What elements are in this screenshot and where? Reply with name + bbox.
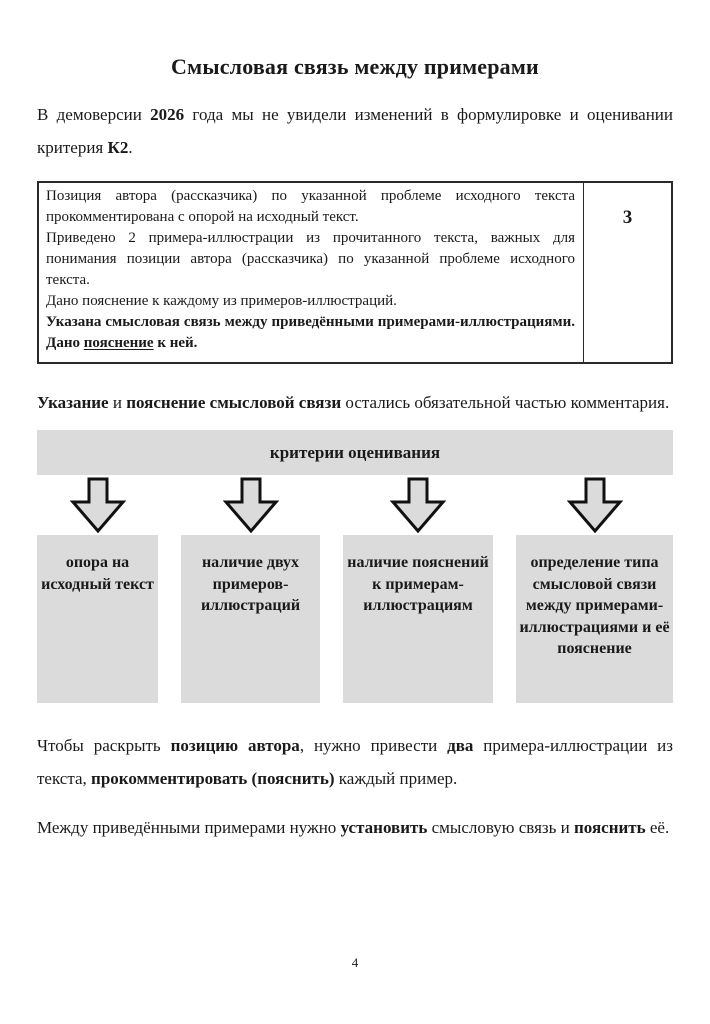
criteria-paragraph-1: Позиция автора (рассказчика) по указанной проблеме исходного текста прокомментирована с опорой на исходный текст. [46,188,575,225]
down-arrow-icon [390,477,446,533]
summary-paragraph-2: Между приведёнными примерами нужно установить смысловую связь и пояснить её. [37,818,670,837]
diagram-columns [37,477,673,703]
down-arrow-icon [223,477,279,533]
criteria-paragraph-2: Приведено 2 примера-иллюстрации из прочитанного текста, важных для понимания позиции автора (рассказчика) по указанной проблеме исходного текста. [46,230,575,288]
down-arrow-icon [567,477,623,533]
criteria-score-cell [584,182,673,363]
criterion-box-source-text: опора на исходный текст [37,535,158,703]
page-number: 4 [351,955,359,970]
criteria-paragraph-4: Указана смысловая связь между приведёнными примерами-иллюстрациями. Дано пояснение к ней. [46,314,575,351]
score-value: 3 [622,207,633,228]
intro-paragraph: В демоверсии 2026 года мы не увидели изменений в формулировке и оценивании критерия К2. [37,105,673,157]
page-title: Смысловая связь между примерами [171,54,539,79]
criteria-table-row [38,182,672,363]
criteria-paragraph-3: Дано пояснение к каждому из примеров-иллюстраций. [46,293,397,309]
diagram-column-2 [181,477,320,703]
criteria-description-cell [38,182,584,363]
criterion-box-explanations: наличие пояснений к примерам-иллюстрациям [343,535,493,703]
diagram-column-1 [37,477,158,703]
diagram-column-3 [343,477,493,703]
criteria-table [37,181,673,364]
criterion-box-two-examples: наличие двух примеров-иллюстраций [181,535,320,703]
down-arrow-icon [70,477,126,533]
summary-paragraph-1: Чтобы раскрыть позицию автора, нужно привести два примера-иллюстрации из текста, прокомментировать (пояснить) каждый пример. [37,736,673,788]
criterion-box-connection-type: определение типа смысловой связи между примерами-иллюстрациями и её пояснение [516,535,673,703]
diagram-column-4 [516,477,673,703]
criteria-diagram [37,430,673,703]
diagram-header: критерии оценивания [37,430,673,475]
page-content [0,54,710,844]
note-paragraph: Указание и пояснение смысловой связи остались обязательной частью комментария. [37,393,670,412]
